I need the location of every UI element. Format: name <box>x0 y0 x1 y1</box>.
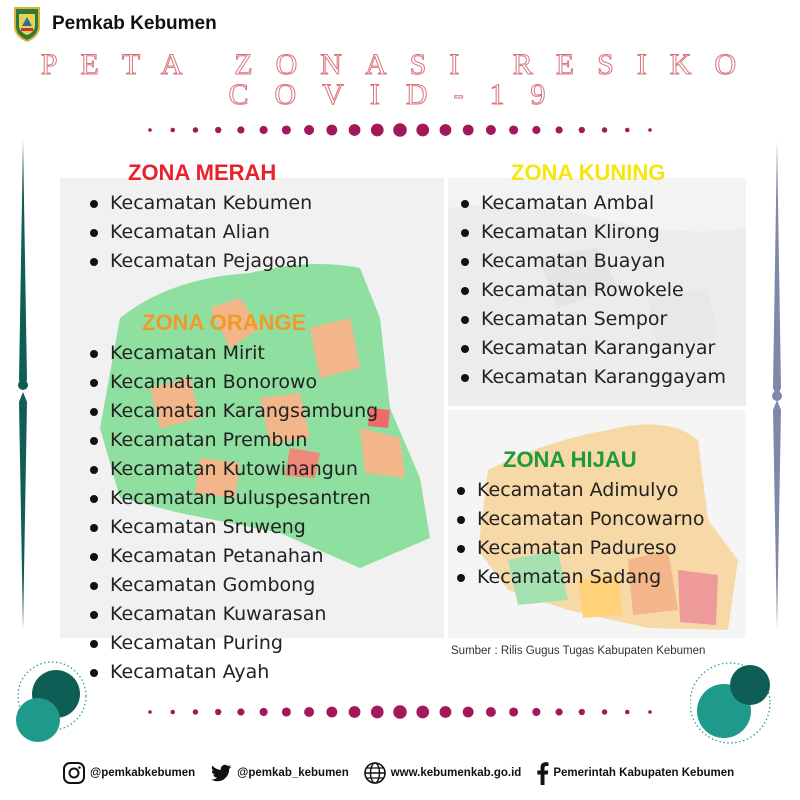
separator-dot <box>463 125 474 136</box>
list-item: Kecamatan Klirong <box>461 218 726 247</box>
separator-dot <box>260 708 268 716</box>
separator-dot <box>602 127 607 132</box>
list-item: Kecamatan Bonorowo <box>90 368 378 397</box>
list-item: Kecamatan Sempor <box>461 305 726 334</box>
separator-dot <box>463 707 474 718</box>
left-side-ornament <box>16 140 30 630</box>
social-footer <box>62 758 742 788</box>
separator-dot <box>215 127 221 133</box>
separator-dot <box>304 707 314 717</box>
list-item: Kecamatan Mirit <box>90 339 378 368</box>
list-item: Kecamatan Gombong <box>90 571 378 600</box>
separator-dot <box>440 124 452 136</box>
separator-dot <box>555 708 562 715</box>
facebook-icon <box>535 761 549 785</box>
zona-kuning-title: ZONA KUNING <box>511 160 666 185</box>
separator-dot <box>555 126 562 133</box>
zona-merah-title: ZONA MERAH <box>128 160 277 185</box>
separator-dot <box>237 126 244 133</box>
instagram-link[interactable] <box>62 761 195 785</box>
list-item: Kecamatan Ambal <box>461 189 726 218</box>
twitter-icon <box>209 761 233 785</box>
separator-dot <box>532 126 540 134</box>
separator-dot <box>326 707 337 718</box>
list-item: Kecamatan Adimulyo <box>457 476 704 505</box>
separator-dot <box>648 710 652 714</box>
separator-dot <box>371 124 384 137</box>
separator-dot <box>282 707 291 716</box>
list-item: Kecamatan Sadang <box>457 563 704 592</box>
zona-kuning-list <box>461 189 726 392</box>
facebook-page: Pemerintah Kabupaten Kebumen <box>553 767 735 779</box>
zona-orange-title: ZONA ORANGE <box>142 310 307 335</box>
list-item: Kecamatan Karangsambung <box>90 397 378 426</box>
brand-name: Pemkab Kebumen <box>52 13 217 34</box>
list-item: Kecamatan Petanahan <box>90 542 378 571</box>
twitter-link[interactable] <box>209 761 349 785</box>
website-url: www.kebumenkab.go.id <box>390 767 522 779</box>
separator-dot <box>393 123 407 137</box>
list-item: Kecamatan Sruweng <box>90 513 378 542</box>
separator-dot <box>260 126 268 134</box>
bottom-right-circle-decoration <box>690 655 780 755</box>
separator-dot <box>486 707 496 717</box>
page-title-line2: COVID-19 <box>228 78 572 111</box>
list-item: Kecamatan Ayah <box>90 658 378 687</box>
right-side-ornament <box>770 140 784 630</box>
list-item: Kecamatan Kebumen <box>90 189 312 218</box>
list-item: Kecamatan Prembun <box>90 426 378 455</box>
dotted-separator-top <box>140 120 660 140</box>
separator-dot <box>148 128 152 132</box>
list-item: Kecamatan Padureso <box>457 534 704 563</box>
separator-dot <box>648 128 652 132</box>
separator-dot <box>440 706 452 718</box>
separator-dot <box>625 128 630 133</box>
list-item: Kecamatan Puring <box>90 629 378 658</box>
separator-dot <box>304 125 314 135</box>
separator-dot <box>509 125 518 134</box>
instagram-icon <box>62 761 86 785</box>
separator-dot <box>393 705 407 719</box>
zona-orange-list <box>90 339 378 687</box>
list-item: Kecamatan Pejagoan <box>90 247 312 276</box>
list-item: Kecamatan Karanggayam <box>461 363 726 392</box>
separator-dot <box>215 709 221 715</box>
separator-dot <box>509 707 518 716</box>
facebook-link[interactable] <box>535 761 734 785</box>
separator-dot <box>326 125 337 136</box>
separator-dot <box>416 124 429 137</box>
separator-dot <box>170 128 175 133</box>
instagram-handle: @pemkabkebumen <box>90 767 196 779</box>
bottom-left-circle-decoration <box>10 660 90 750</box>
list-item: Kecamatan Kuwarasan <box>90 600 378 629</box>
list-item: Kecamatan Karanganyar <box>461 334 726 363</box>
separator-dot <box>193 709 198 714</box>
list-item: Kecamatan Alian <box>90 218 312 247</box>
dotted-separator-bottom <box>140 702 660 722</box>
twitter-handle: @pemkab_kebumen <box>237 767 349 779</box>
globe-icon <box>363 761 387 785</box>
separator-dot <box>625 710 630 715</box>
list-item: Kecamatan Kutowinangun <box>90 455 378 484</box>
list-item: Kecamatan Rowokele <box>461 276 726 305</box>
separator-dot <box>486 125 496 135</box>
source-note: Sumber : Rilis Gugus Tugas Kabupaten Kebumen <box>451 645 706 657</box>
list-item: Kecamatan Buluspesantren <box>90 484 378 513</box>
list-item: Kecamatan Buayan <box>461 247 726 276</box>
separator-dot <box>602 709 607 714</box>
separator-dot <box>148 710 152 714</box>
separator-dot <box>532 708 540 716</box>
zona-hijau-list <box>457 476 704 592</box>
list-item: Kecamatan Poncowarno <box>457 505 704 534</box>
separator-dot <box>170 710 175 715</box>
separator-dot <box>579 127 585 133</box>
separator-dot <box>237 708 244 715</box>
separator-dot <box>282 125 291 134</box>
separator-dot <box>349 706 361 718</box>
zona-hijau-title: ZONA HIJAU <box>503 447 637 472</box>
page-title-line1: PETA ZONASI RESIKO <box>40 48 760 81</box>
separator-dot <box>371 706 384 719</box>
brand <box>12 6 217 42</box>
zona-merah-list <box>90 189 312 276</box>
separator-dot <box>349 124 361 136</box>
website-link[interactable] <box>363 761 522 785</box>
separator-dot <box>579 709 585 715</box>
separator-dot <box>193 127 198 132</box>
kebumen-logo-icon <box>12 6 42 42</box>
separator-dot <box>416 706 429 719</box>
